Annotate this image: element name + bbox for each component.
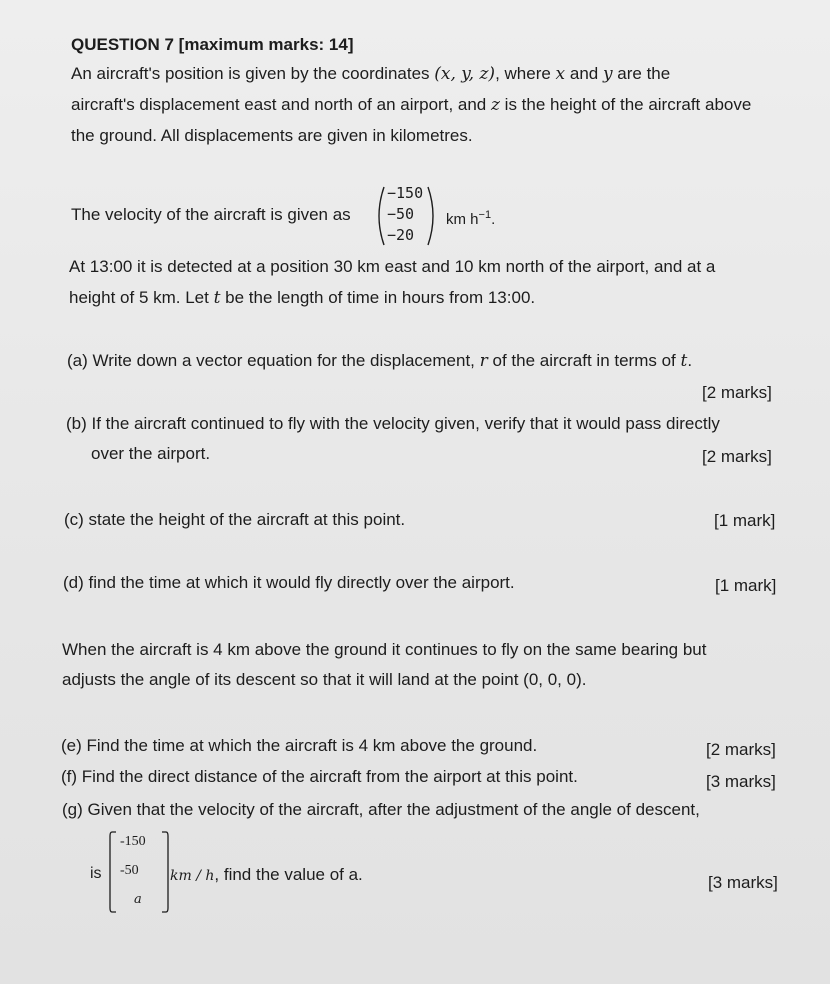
velocity-vector xyxy=(372,184,442,248)
part-g-is: is xyxy=(90,865,102,882)
part-f-marks: [3 marks] xyxy=(706,772,776,791)
detect-line-1: At 13:00 it is detected at a position 30 km east and 10 km north of the airport, and at a xyxy=(69,257,716,276)
part-b-text-1: (b) If the aircraft continued to fly with the velocity given, verify that it would pass directly xyxy=(66,414,720,433)
velocity-y: −50 xyxy=(387,205,415,223)
detect-line-2: height of 5 km. Let t be the length of time in hours from 13:00. xyxy=(69,288,536,308)
adjusted-velocity-vector xyxy=(108,830,170,914)
intro-line-3: the ground. All displacements are given in kilometres. xyxy=(71,126,473,145)
velocity-x: −150 xyxy=(387,184,424,202)
descent-line-2: adjusts the angle of its descent so that it will land at the point (0, 0, 0). xyxy=(62,670,587,689)
adjusted-velocity-y: -50 xyxy=(120,863,139,878)
part-b-marks: [2 marks] xyxy=(702,447,772,466)
adjusted-velocity-x: -150 xyxy=(120,834,146,849)
velocity-z: −20 xyxy=(387,226,415,244)
velocity-unit: km $h^{-1}$. xyxy=(446,209,496,228)
part-g-text: (g) Given that the velocity of the aircraft, after the adjustment of the angle of descent, xyxy=(62,800,700,819)
part-a-marks: [2 marks] xyxy=(702,383,772,402)
part-e-text: (e) Find the time at which the aircraft is 4 km above the ground. xyxy=(61,736,538,755)
part-c-text: (c) state the height of the aircraft at this point. xyxy=(64,510,406,529)
descent-line-1: When the aircraft is 4 km above the ground it continues to fly on the same bearing but xyxy=(62,640,707,659)
part-g-marks: [3 marks] xyxy=(708,873,778,892)
part-d-marks: [1 mark] xyxy=(715,576,777,595)
intro-line-1: An aircraft's position is given by the coordinates (x, y, z), where x and y are the xyxy=(71,64,671,84)
intro-line-2: aircraft's displacement east and north of an airport, and z is the height of the aircraft above xyxy=(71,95,752,115)
part-d-text: (d) find the time at which it would fly directly over the airport. xyxy=(63,573,515,592)
velocity-prefix: The velocity of the aircraft is given as xyxy=(71,205,351,224)
part-c-marks: [1 mark] xyxy=(714,511,776,530)
part-g-unit-line: km / h, find the value of a. xyxy=(170,865,363,884)
adjusted-velocity-z: a xyxy=(134,892,142,907)
question-title: QUESTION 7 [maximum marks: 14] xyxy=(71,35,354,54)
part-e-marks: [2 marks] xyxy=(706,740,776,759)
part-a-text: (a) Write down a vector equation for the displacement, r of the aircraft in terms of t. xyxy=(67,351,693,371)
part-f-text: (f) Find the direct distance of the aircraft from the airport at this point. xyxy=(61,767,578,786)
part-b-text-2: over the airport. xyxy=(91,444,211,463)
